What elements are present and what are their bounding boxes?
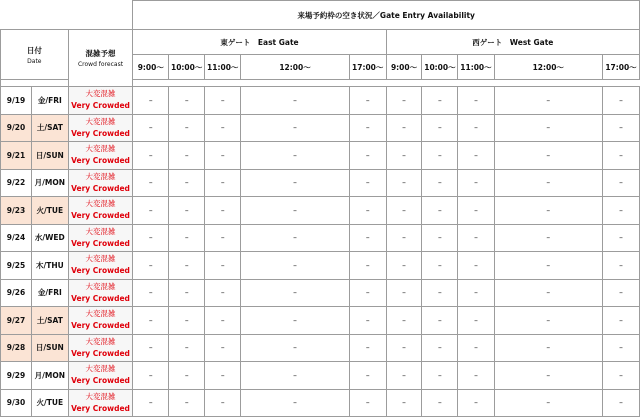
row-day: 火/TUE — [32, 197, 69, 225]
east-slot-status: – — [241, 169, 350, 197]
east-slot-status: – — [241, 114, 350, 142]
east-slot-status: – — [169, 142, 205, 170]
east-slot-status: – — [133, 114, 169, 142]
east-slot-status: – — [241, 334, 350, 362]
east-slot-status: – — [241, 389, 350, 417]
header-corner — [1, 1, 133, 30]
east-time-1: 10:00～ — [169, 55, 205, 80]
row-date: 9/25 — [1, 252, 32, 280]
west-slot-status: – — [422, 279, 458, 307]
west-slot-status: – — [386, 362, 422, 390]
row-date: 9/20 — [1, 114, 32, 142]
crowd-forecast — [68, 307, 133, 335]
row-date: 9/19 — [1, 87, 32, 115]
east-slot-status: – — [133, 334, 169, 362]
west-slot-status: – — [603, 87, 640, 115]
crowd-forecast — [68, 169, 133, 197]
west-slot-status: – — [458, 334, 494, 362]
west-slot-status: – — [422, 362, 458, 390]
west-slot-status: – — [458, 169, 494, 197]
crowd-forecast-jp: 大変混雑 — [85, 391, 116, 401]
west-slot-status: – — [603, 224, 640, 252]
west-slot-status: – — [603, 252, 640, 280]
time-header-spacer — [133, 80, 640, 87]
row-date: 9/21 — [1, 142, 32, 170]
east-slot-status: – — [205, 142, 241, 170]
row-day: 水/WED — [32, 224, 69, 252]
crowd-forecast-en: Very Crowded — [71, 403, 130, 413]
west-slot-status: – — [458, 114, 494, 142]
east-slot-status: – — [169, 114, 205, 142]
crowd-forecast — [68, 197, 133, 225]
crowd-forecast-jp: 大変混雑 — [85, 336, 116, 346]
east-slot-status: – — [349, 279, 386, 307]
row-day: 火/TUE — [32, 389, 69, 417]
row-date: 9/22 — [1, 169, 32, 197]
east-slot-status: – — [349, 114, 386, 142]
crowd-forecast-jp: 大変混雑 — [85, 89, 116, 99]
west-slot-status: – — [386, 252, 422, 280]
row-day: 日/SUN — [32, 142, 69, 170]
east-slot-status: – — [169, 334, 205, 362]
row-date: 9/23 — [1, 197, 32, 225]
west-slot-status: – — [458, 197, 494, 225]
west-slot-status: – — [386, 197, 422, 225]
west-slot-status: – — [494, 114, 603, 142]
east-slot-status: – — [133, 87, 169, 115]
west-slot-status: – — [458, 252, 494, 280]
row-date: 9/27 — [1, 307, 32, 335]
crowd-forecast — [68, 334, 133, 362]
row-day: 土/SAT — [32, 114, 69, 142]
east-slot-status: – — [349, 252, 386, 280]
row-date: 9/29 — [1, 362, 32, 390]
west-slot-status: – — [386, 114, 422, 142]
table-row — [1, 252, 640, 280]
west-slot-status: – — [386, 87, 422, 115]
forecast-header — [68, 30, 133, 87]
east-slot-status: – — [205, 307, 241, 335]
west-slot-status: – — [386, 307, 422, 335]
east-slot-status: – — [241, 279, 350, 307]
west-slot-status: – — [422, 389, 458, 417]
east-slot-status: – — [241, 252, 350, 280]
west-slot-status: – — [603, 279, 640, 307]
east-time-2: 11:00～ — [205, 55, 241, 80]
west-slot-status: – — [494, 169, 603, 197]
west-slot-status: – — [458, 224, 494, 252]
date-header-spacer — [1, 80, 69, 87]
table-row — [1, 114, 640, 142]
date-header-en: Date — [27, 57, 42, 65]
west-slot-status: – — [386, 169, 422, 197]
east-slot-status: – — [169, 307, 205, 335]
west-slot-status: – — [494, 334, 603, 362]
crowd-forecast-en: Very Crowded — [71, 293, 130, 303]
east-slot-status: – — [133, 252, 169, 280]
west-slot-status: – — [386, 279, 422, 307]
east-slot-status: – — [241, 224, 350, 252]
east-slot-status: – — [241, 197, 350, 225]
east-slot-status: – — [205, 334, 241, 362]
west-slot-status: – — [458, 362, 494, 390]
west-slot-status: – — [458, 142, 494, 170]
east-slot-status: – — [205, 114, 241, 142]
west-slot-status: – — [422, 142, 458, 170]
crowd-forecast-jp: 大変混雑 — [85, 116, 116, 126]
west-slot-status: – — [386, 142, 422, 170]
east-slot-status: – — [133, 169, 169, 197]
east-slot-status: – — [205, 197, 241, 225]
west-slot-status: – — [603, 142, 640, 170]
east-slot-status: – — [349, 142, 386, 170]
row-date: 9/24 — [1, 224, 32, 252]
west-slot-status: – — [494, 142, 603, 170]
crowd-forecast — [68, 362, 133, 390]
crowd-forecast-en: Very Crowded — [71, 211, 130, 221]
table-row — [1, 169, 640, 197]
row-date: 9/30 — [1, 389, 32, 417]
west-slot-status: – — [386, 389, 422, 417]
table-row — [1, 389, 640, 417]
west-slot-status: – — [422, 87, 458, 115]
table-row — [1, 334, 640, 362]
east-slot-status: – — [133, 307, 169, 335]
east-slot-status: – — [349, 307, 386, 335]
east-slot-status: – — [169, 197, 205, 225]
east-slot-status: – — [205, 362, 241, 390]
crowd-forecast-jp: 大変混雑 — [85, 364, 116, 374]
crowd-forecast-jp: 大変混雑 — [85, 226, 116, 236]
east-slot-status: – — [169, 362, 205, 390]
table-row — [1, 224, 640, 252]
crowd-forecast-en: Very Crowded — [71, 101, 130, 111]
east-slot-status: – — [133, 362, 169, 390]
row-day: 月/MON — [32, 362, 69, 390]
row-day: 金/FRI — [32, 279, 69, 307]
east-slot-status: – — [241, 362, 350, 390]
east-slot-status: – — [133, 224, 169, 252]
crowd-forecast-jp: 大変混雑 — [85, 171, 116, 181]
east-slot-status: – — [169, 389, 205, 417]
crowd-forecast — [68, 224, 133, 252]
crowd-forecast — [68, 114, 133, 142]
west-slot-status: – — [603, 362, 640, 390]
west-slot-status: – — [494, 252, 603, 280]
east-slot-status: – — [349, 362, 386, 390]
date-header-jp: 日付 — [26, 45, 42, 55]
crowd-forecast-en: Very Crowded — [71, 376, 130, 386]
west-time-3: 12:00～ — [494, 55, 603, 80]
table-row — [1, 142, 640, 170]
east-slot-status: – — [205, 389, 241, 417]
crowd-forecast — [68, 87, 133, 115]
crowd-forecast — [68, 142, 133, 170]
east-time-3: 12:00～ — [241, 55, 350, 80]
east-slot-status: – — [133, 197, 169, 225]
crowd-forecast-en: Very Crowded — [71, 156, 130, 166]
west-slot-status: – — [458, 389, 494, 417]
crowd-forecast-en: Very Crowded — [71, 238, 130, 248]
east-slot-status: – — [349, 389, 386, 417]
west-slot-status: – — [422, 307, 458, 335]
west-gate-header: 西ゲート West Gate — [386, 30, 639, 55]
east-slot-status: – — [169, 224, 205, 252]
west-slot-status: – — [494, 279, 603, 307]
table-body — [1, 1, 640, 417]
crowd-forecast — [68, 279, 133, 307]
east-slot-status: – — [241, 142, 350, 170]
east-slot-status: – — [349, 224, 386, 252]
row-day: 土/SAT — [32, 307, 69, 335]
east-slot-status: – — [205, 224, 241, 252]
west-slot-status: – — [458, 279, 494, 307]
east-gate-header: 東ゲート East Gate — [133, 30, 386, 55]
crowd-forecast-jp: 大変混雑 — [85, 199, 116, 209]
west-slot-status: – — [422, 224, 458, 252]
west-slot-status: – — [494, 224, 603, 252]
west-slot-status: – — [494, 197, 603, 225]
east-slot-status: – — [349, 87, 386, 115]
west-slot-status: – — [494, 307, 603, 335]
crowd-forecast-jp: 大変混雑 — [85, 281, 116, 291]
west-slot-status: – — [494, 362, 603, 390]
row-day: 木/THU — [32, 252, 69, 280]
crowd-forecast-en: Very Crowded — [71, 266, 130, 276]
row-day: 金/FRI — [32, 87, 69, 115]
west-time-0: 9:00～ — [386, 55, 422, 80]
west-slot-status: – — [422, 252, 458, 280]
crowd-forecast — [68, 389, 133, 417]
forecast-header-jp: 混雑予想 — [85, 49, 116, 58]
west-slot-status: – — [603, 197, 640, 225]
east-slot-status: – — [133, 389, 169, 417]
west-slot-status: – — [422, 114, 458, 142]
page-title: 来場予約枠の空き状況／Gate Entry Availability — [133, 1, 640, 30]
east-slot-status: – — [205, 87, 241, 115]
east-time-0: 9:00～ — [133, 55, 169, 80]
crowd-forecast-en: Very Crowded — [71, 183, 130, 193]
east-slot-status: – — [241, 87, 350, 115]
east-slot-status: – — [169, 279, 205, 307]
west-slot-status: – — [494, 87, 603, 115]
west-slot-status: – — [386, 334, 422, 362]
west-slot-status: – — [603, 307, 640, 335]
crowd-forecast-jp: 大変混雑 — [85, 144, 116, 154]
west-slot-status: – — [458, 87, 494, 115]
table-row — [1, 197, 640, 225]
west-slot-status: – — [422, 334, 458, 362]
west-slot-status: – — [603, 389, 640, 417]
east-slot-status: – — [169, 169, 205, 197]
west-time-2: 11:00～ — [458, 55, 494, 80]
crowd-forecast-en: Very Crowded — [71, 348, 130, 358]
west-time-1: 10:00～ — [422, 55, 458, 80]
east-slot-status: – — [205, 169, 241, 197]
row-date: 9/28 — [1, 334, 32, 362]
forecast-header-en: Crowd forecast — [77, 61, 124, 68]
east-slot-status: – — [133, 142, 169, 170]
west-slot-status: – — [422, 169, 458, 197]
west-slot-status: – — [494, 389, 603, 417]
east-slot-status: – — [349, 169, 386, 197]
west-slot-status: – — [603, 169, 640, 197]
crowd-forecast-en: Very Crowded — [71, 128, 130, 138]
east-slot-status: – — [133, 279, 169, 307]
east-slot-status: – — [349, 197, 386, 225]
table-row — [1, 307, 640, 335]
west-slot-status: – — [603, 334, 640, 362]
west-slot-status: – — [386, 224, 422, 252]
west-time-4: 17:00～ — [603, 55, 640, 80]
crowd-forecast-jp: 大変混雑 — [85, 254, 116, 264]
crowd-forecast — [68, 252, 133, 280]
west-slot-status: – — [603, 114, 640, 142]
west-slot-status: – — [422, 197, 458, 225]
table-row — [1, 279, 640, 307]
row-day: 日/SUN — [32, 334, 69, 362]
crowd-forecast-jp: 大変混雑 — [85, 309, 116, 319]
east-slot-status: – — [169, 252, 205, 280]
crowd-forecast-en: Very Crowded — [71, 321, 130, 331]
east-time-4: 17:00～ — [349, 55, 386, 80]
east-slot-status: – — [205, 279, 241, 307]
row-day: 月/MON — [32, 169, 69, 197]
row-date: 9/26 — [1, 279, 32, 307]
table-row — [1, 87, 640, 115]
east-slot-status: – — [349, 334, 386, 362]
table-row — [1, 362, 640, 390]
east-slot-status: – — [205, 252, 241, 280]
west-slot-status: – — [458, 307, 494, 335]
east-slot-status: – — [169, 87, 205, 115]
east-slot-status: – — [241, 307, 350, 335]
date-header — [1, 30, 69, 80]
